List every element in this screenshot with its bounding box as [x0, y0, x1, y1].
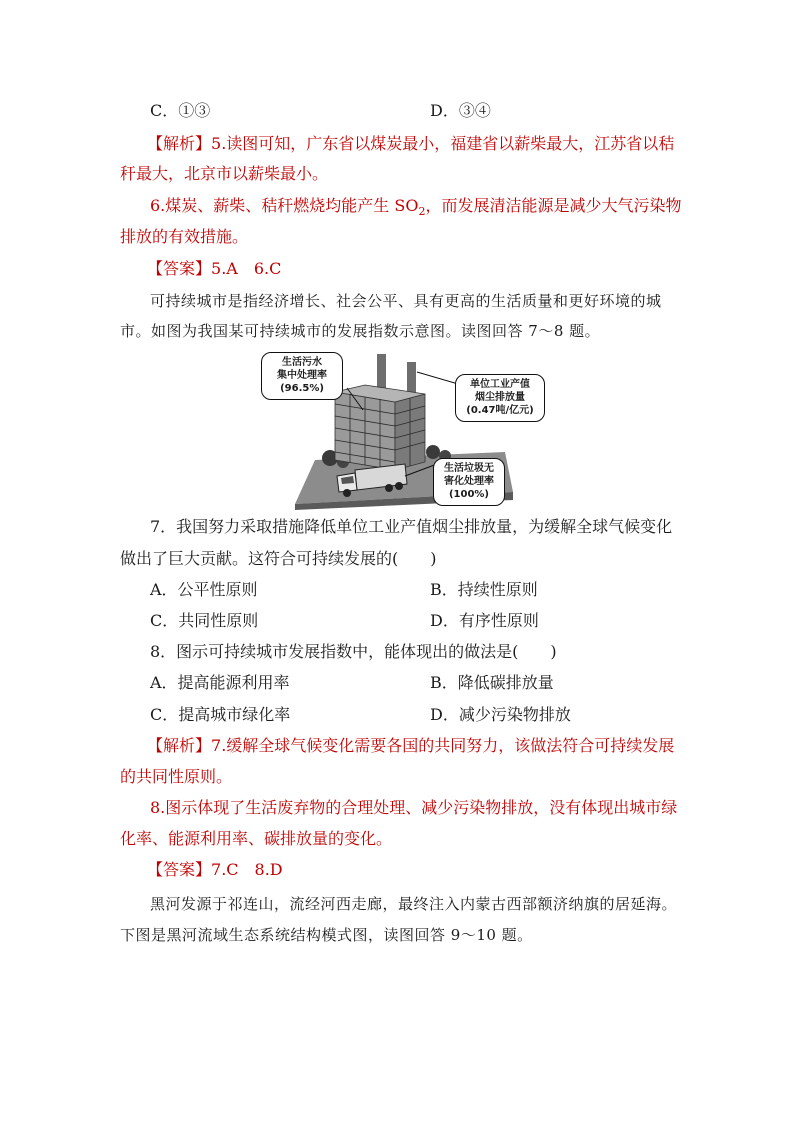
- callout-garbage-treatment: [433, 458, 505, 506]
- callout-text: 生活垃圾无: [444, 463, 494, 474]
- callout-text: 生活污水: [282, 357, 322, 368]
- intro-paragraph-2a: 黑河发源于祁连山，流经河西走廊，最终注入内蒙古西部额济纳旗的居延海。: [150, 895, 678, 913]
- intro-paragraph-1b: 市。如图为我国某可持续城市的发展指数示意图。读图回答 7～8 题。: [120, 322, 601, 340]
- callout-text: (96.5%): [280, 383, 324, 394]
- question-7a: 7．我国努力采取措施降低单位工业产值烟尘排放量，为缓解全球气候变化: [150, 517, 673, 536]
- q8-option-b: B．降低碳排放量: [430, 673, 554, 692]
- intro-paragraph-1a: 可持续城市是指经济增长、社会公平、具有更高的生活质量和更好环境的城: [150, 292, 662, 310]
- answer-line-2: [147, 860, 283, 880]
- answer-text: 5.A 6.C: [211, 259, 282, 278]
- intro-paragraph-2b: 下图是黑河流域生态系统结构模式图，读图回答 9～10 题。: [120, 926, 533, 944]
- callout-text: 害化处理率: [444, 476, 494, 487]
- answer-tag: 【答案】: [147, 860, 212, 879]
- callout-text: 集中处理率: [277, 370, 327, 381]
- analysis-paragraph-3b: 的共同性原则。: [120, 767, 233, 786]
- callout-text: 烟尘排放量: [475, 392, 525, 403]
- subscript: 2: [418, 205, 426, 219]
- analysis-text: 7.缓解全球气候变化需要各国的共同努力，该做法符合可持续发展: [211, 736, 675, 755]
- sustainable-city-figure: [255, 352, 534, 510]
- callout-text: (0.47吨/亿元): [466, 405, 534, 416]
- analysis-paragraph-4b: 化率、能源利用率、碳排放量的变化。: [120, 829, 393, 848]
- question-7b: 做出了巨大贡献。这符合可持续发展的( ): [120, 549, 437, 568]
- analysis-paragraph-1a: [147, 134, 674, 154]
- q7-option-d: D．有序性原则: [430, 611, 539, 630]
- analysis-text: 6.煤炭、薪柴、秸秆燃烧均能产生 SO: [150, 196, 419, 215]
- q7-option-b: B．持续性原则: [430, 580, 538, 599]
- question-8: 8．图示可持续城市发展指数中，能体现出的做法是( ): [150, 642, 557, 661]
- tree: [426, 445, 440, 459]
- q8-option-c: C．提高城市绿化率: [150, 705, 291, 724]
- analysis-text: ，而发展清洁能源是减少大气污染物: [425, 196, 682, 215]
- q8-option-d: D．减少污染物排放: [430, 705, 571, 724]
- analysis-paragraph-4a: 8.图示体现了生活废弃物的合理处理、减少污染物排放，没有体现出城市绿: [150, 798, 678, 817]
- analysis-text: 5.读图可知，广东省以煤炭最小，福建省以薪柴最大，江苏省以秸: [211, 134, 675, 153]
- analysis-paragraph-1b: 秆最大，北京市以薪柴最小。: [120, 164, 329, 183]
- callout-sewage-treatment: [261, 352, 343, 400]
- answer-text: 7.C 8.D: [211, 860, 283, 879]
- q6-option-d: D．③④: [430, 101, 491, 120]
- analysis-tag: 【解析】: [147, 134, 212, 153]
- analysis-paragraph-2a: [150, 196, 681, 222]
- q7-option-c: C．共同性原则: [150, 611, 259, 630]
- analysis-tag: 【解析】: [147, 736, 212, 755]
- answer-tag: 【答案】: [147, 259, 212, 278]
- q8-option-a: A．提高能源利用率: [150, 673, 290, 692]
- callout-dust-emission: [455, 374, 545, 422]
- q7-option-a: A．公平性原则: [150, 580, 258, 599]
- callout-text: (100%): [448, 489, 490, 500]
- analysis-paragraph-3a: [147, 736, 674, 756]
- q6-option-c: C．①③: [150, 101, 211, 120]
- analysis-paragraph-2b: 排放的有效措施。: [120, 227, 249, 246]
- answer-line-1: [147, 259, 281, 279]
- callout-text: 单位工业产值: [470, 379, 530, 390]
